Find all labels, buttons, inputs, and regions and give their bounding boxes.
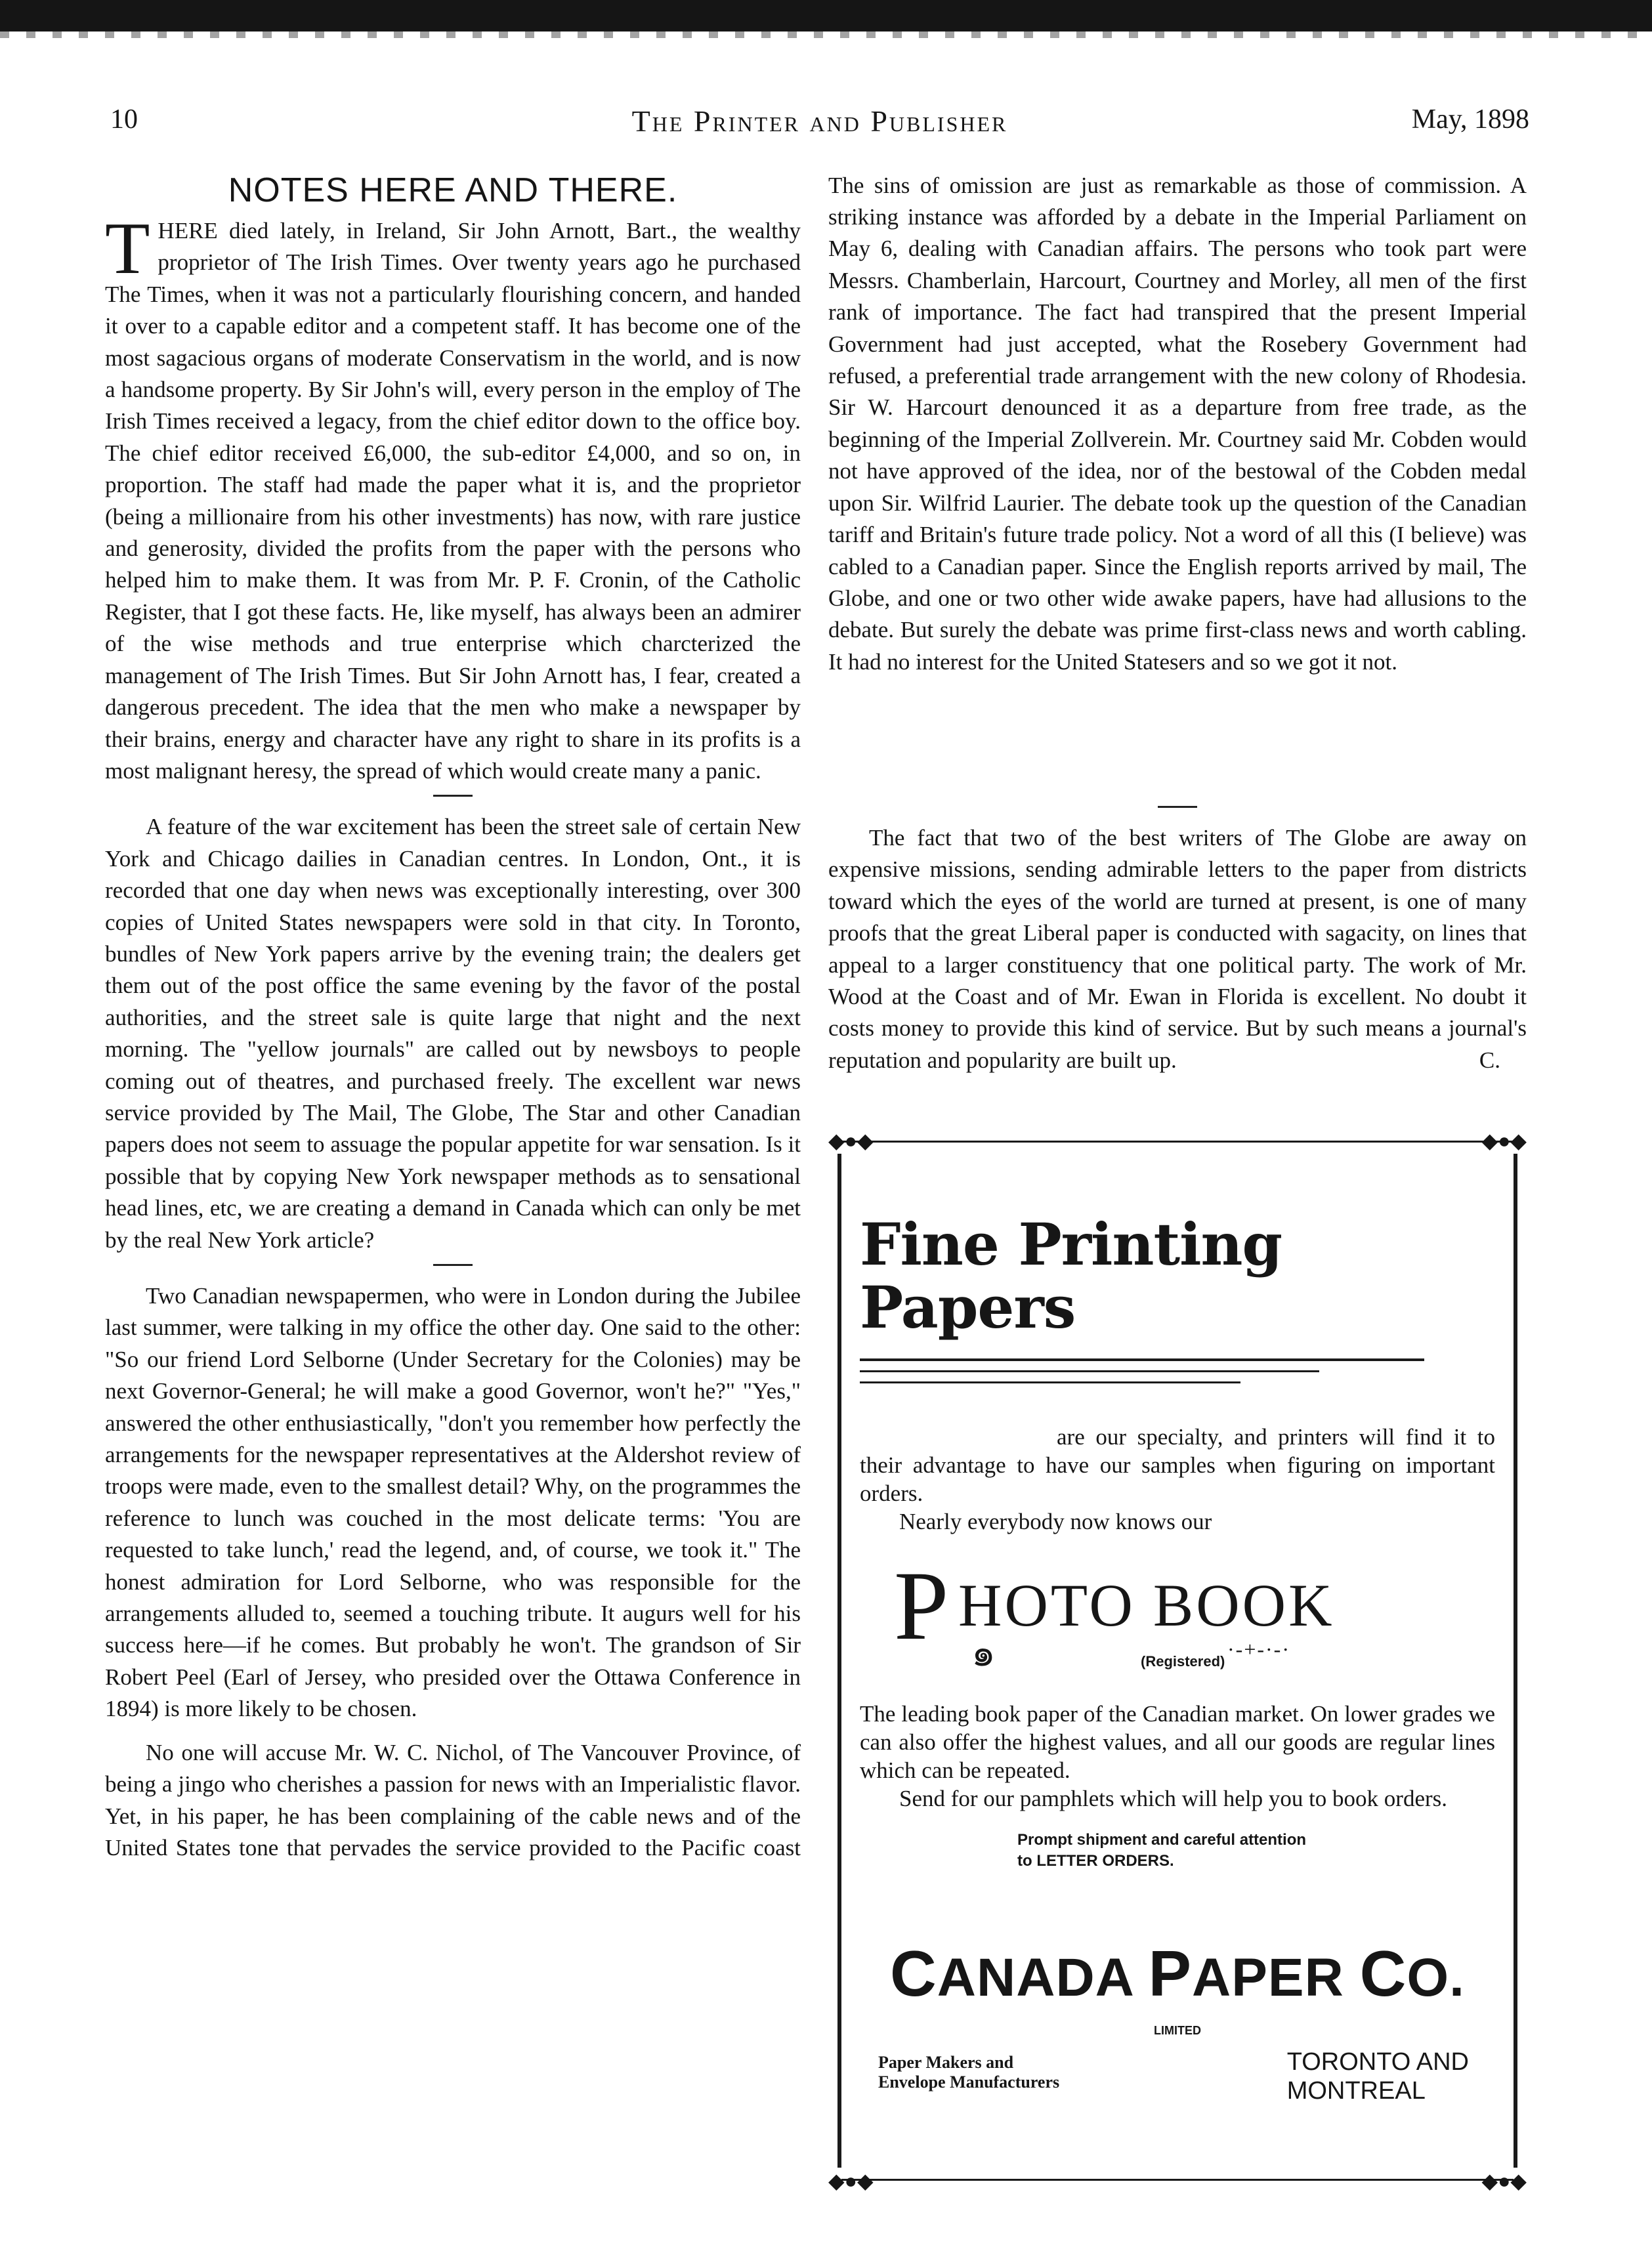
author-signature: C. — [1479, 1047, 1500, 1073]
ornament-icon: ◆●◆ — [828, 1129, 874, 1152]
section-separator — [1158, 806, 1197, 808]
right-column — [828, 169, 1527, 1076]
ad-pamphlets-text: Send for our pamphlets which will help you to book orders. — [899, 1786, 1448, 1811]
ad-footer — [860, 2048, 1495, 2107]
ad-border-left — [837, 1154, 841, 2168]
photo-book-initial: P — [894, 1551, 949, 1660]
swirl-icon: ๑ — [971, 1631, 996, 1674]
issue-date: May, 1898 — [1411, 104, 1529, 135]
company-locations — [1287, 2048, 1469, 2105]
ad-border-right — [1514, 1154, 1517, 2168]
section-separator — [433, 795, 473, 797]
ad-border-bottom — [841, 2179, 1514, 2181]
page-number: 10 — [110, 104, 138, 135]
paragraph-selborne: Two Canadian newspapermen, who were in London during the Jubilee last summer, were talking in my office the other day. One said to the other: "So our friend Lord Selborne (Under Secretary for the Colonies) may be next Governor-General; he will make a good Governor, won't he?" "Yes," answered the other enthusiastically, "don't you remember how perfectly the arrangements for the newspaper representatives at the Aldershot review of troops were made, even to the smallest detail? Why, on the programmes the reference to lunch was couched in the most delicate terms: 'You are requested to take lunch,' read the legend, and, of course, we took it." The honest admiration for Lord Selborne, who was responsible for the arrangements alluded to, seemed a touching tribute. It augurs well for his success here—if he comes. But probably he won't. The grandson of Sir Robert Peel (Earl of Jersey, who presided over the Ottawa Conference in 1894) is more likely to be chosen. — [105, 1283, 801, 1722]
publication-title: The Printer and Publisher — [631, 104, 1008, 138]
company-letter: C — [890, 1937, 937, 2009]
ad-shipment-note-line2: to LETTER ORDERS. — [1017, 1852, 1174, 1870]
ornament-icon: ◆●◆ — [1481, 2169, 1527, 2193]
ornament-icon: ◆●◆ — [1481, 1129, 1527, 1152]
company-locations-line1: TORONTO AND — [1286, 2048, 1469, 2076]
scan-top-band — [0, 0, 1652, 32]
left-column — [105, 169, 801, 1861]
company-word: APER — [1192, 1948, 1360, 2008]
paragraph-arnott — [105, 208, 801, 787]
paragraph-nichol-continued — [828, 169, 1527, 798]
company-word: O. — [1407, 1948, 1465, 2008]
company-letter: C — [1359, 1937, 1407, 2009]
ad-content — [860, 1173, 1495, 2155]
advertisement-canada-paper — [828, 1129, 1527, 2193]
dash-ornament-icon: ·-+-·-· — [1227, 1637, 1290, 1661]
scan-top-edge — [0, 32, 1652, 38]
running-header — [110, 104, 1529, 143]
photo-book-logo — [860, 1551, 1495, 1693]
ad-title-rules — [860, 1358, 1495, 1383]
company-name — [860, 1937, 1495, 2009]
ad-title: Fine Printing Papers — [860, 1210, 1282, 1341]
company-trade-line1: Paper Makers and — [878, 2053, 1014, 2072]
spacer — [105, 1725, 801, 1737]
registered-mark: (Registered) — [1141, 1653, 1225, 1670]
company-letter: P — [1148, 1937, 1192, 2009]
paragraph-nichol-overflow: The sins of omission are just as remarkable as those of commission. A striking instance was afforded by a debate in the Imperial Parliament on May 6, dealing with Canadian affairs. The persons who took part were Messrs. Chamberlain, Harcourt, Courtney and Morley, all men of the first rank of importance. The fact had transpired that the present Imperial Government had just accepted, what the Rosebery Government had refused, a preferential trade arrangement with the new colony of Rhodesia. Sir W. Harcourt denounced it as a departure from free trade, as the beginning of the Imperial Zollverein. Mr. Courtney said Mr. Cobden would not have approved of the idea, nor of the bestowal of the Cobden medal upon Sir. Wilfrid Laurier. The debate took up the question of the Canadian tariff and Britain's future trade policy. Not a word of all this (I believe) was cabled to a Canadian paper. Since the English reports arrived by mail, The Globe, and one or two other wide awake papers, have had allusions to the debate. But surely the debate was prime first-class news and worth cabling. It had no interest for the United Statesers and so we got it not. — [828, 172, 1527, 675]
paragraph-globe — [828, 822, 1527, 1076]
ornament-icon: ◆●◆ — [828, 2169, 874, 2193]
ad-knows-text: Nearly everybody now knows our — [899, 1509, 1212, 1534]
article-headline: NOTES HERE AND THERE. — [228, 171, 678, 209]
drop-cap: T — [105, 208, 150, 289]
ad-border-top — [841, 1141, 1514, 1143]
paragraph-war-excitement: A feature of the war excitement has been the street sale of certain New York and Chicago dailies in Canadian centres. In London, Ont., it is recorded that one day when news was exceptionally interesting, over 300 copies of United States newspapers were sold in that city. In Toronto, bundles of New York papers arrive by the evening train; the dealers get them out of the post office the same evening by the favor of the postal authorities, and the street sale is quite large that night and the next morning. The "yellow journals" are called out by newsboys to people coming out of theatres, and purchased freely. The excellent war news service provided by The Mail, The Globe, The Star and other Canadian papers does not seem to assuage the popular appetite for war sensation. Is it possible that by copying New York newspaper methods as to sensational head lines, etc, we are creating a demand in Canada which can only be met by the real New York article? — [105, 814, 801, 1253]
ad-shipment-note — [1017, 1830, 1495, 1872]
photo-book-name: HOTO BOOK — [958, 1572, 1335, 1639]
company-locations-line2: MONTREAL — [1286, 2077, 1426, 2105]
ad-specialty-text: are our specialty, and printers will find it to their advantage to have our samples when figuring on important orders. — [860, 1424, 1495, 1506]
ad-leading-book-text: The leading book paper of the Canadian market. On lower grades we can also offer the highest values, and all our goods are regular lines which can be repeated. — [860, 1701, 1495, 1783]
company-trade — [878, 2053, 1059, 2092]
company-limited: LIMITED — [1154, 2024, 1201, 2037]
company-trade-line2: Envelope Manufacturers — [878, 2072, 1060, 2092]
section-separator — [433, 1264, 473, 1266]
paragraph-globe-text: The fact that two of the best writers of The Globe are away on expensive missions, sending admirable letters to the paper from districts toward which the eyes of the world are turned at present, is one of many proofs that the great Liberal paper is conducted with sagacity, on lines that appeal to a larger constituency that one political party. The work of Mr. Wood at the Coast and of Mr. Ewan in Florida is excellent. No doubt it costs money to provide this kind of service. But by such means a journal's reputation and popularity are built up. — [828, 825, 1527, 1073]
paragraph-nichol: No one will accuse Mr. W. C. Nichol, of The Vancouver Province, of being a jingo who cherishes a passion for news with an Imperialistic flavor. Yet, in his paper, he has been complaining of the cable news and of the United States tone that pervades the service provided to the Pacific coast — [105, 1739, 801, 1861]
paragraph-arnott-text: HERE died lately, in Ireland, Sir John Arnott, Bart., the wealthy proprietor of The Irish Times. Over twenty years ago he purchased The Times, when it was not a particularly flourishing concern, and handed it over to a capable editor and a competent staff. It has become one of the most sagacious organs of moderate Conservatism in the world, and is now a handsome property. By Sir John's will, every person in the employ of The Irish Times received a legacy, from the chief editor down to the office boy. The chief editor received £6,000, the sub-editor £4,000, and so on, in proportion. The staff had made the paper what it is, and the proprietor (being a millionaire from his other investments) has now, with rare justice and generosity, divided the profits from the paper with the persons who helped him to make them. It was from Mr. P. F. Cronin, of the Catholic Register, that I got these facts. He, like myself, has always been an admirer of the wise methods and true enterprise which charcterized the management of The Irish Times. But Sir John Arnott has, I fear, created a dangerous precedent. The idea that the men who make a newspaper by their brains, energy and character have any right to share in its profits is a most malignant heresy, the spread of which would create many a panic. — [105, 218, 801, 784]
company-word: ANADA — [937, 1948, 1149, 2008]
ad-shipment-note-line1: Prompt shipment and careful attention — [1017, 1831, 1307, 1849]
